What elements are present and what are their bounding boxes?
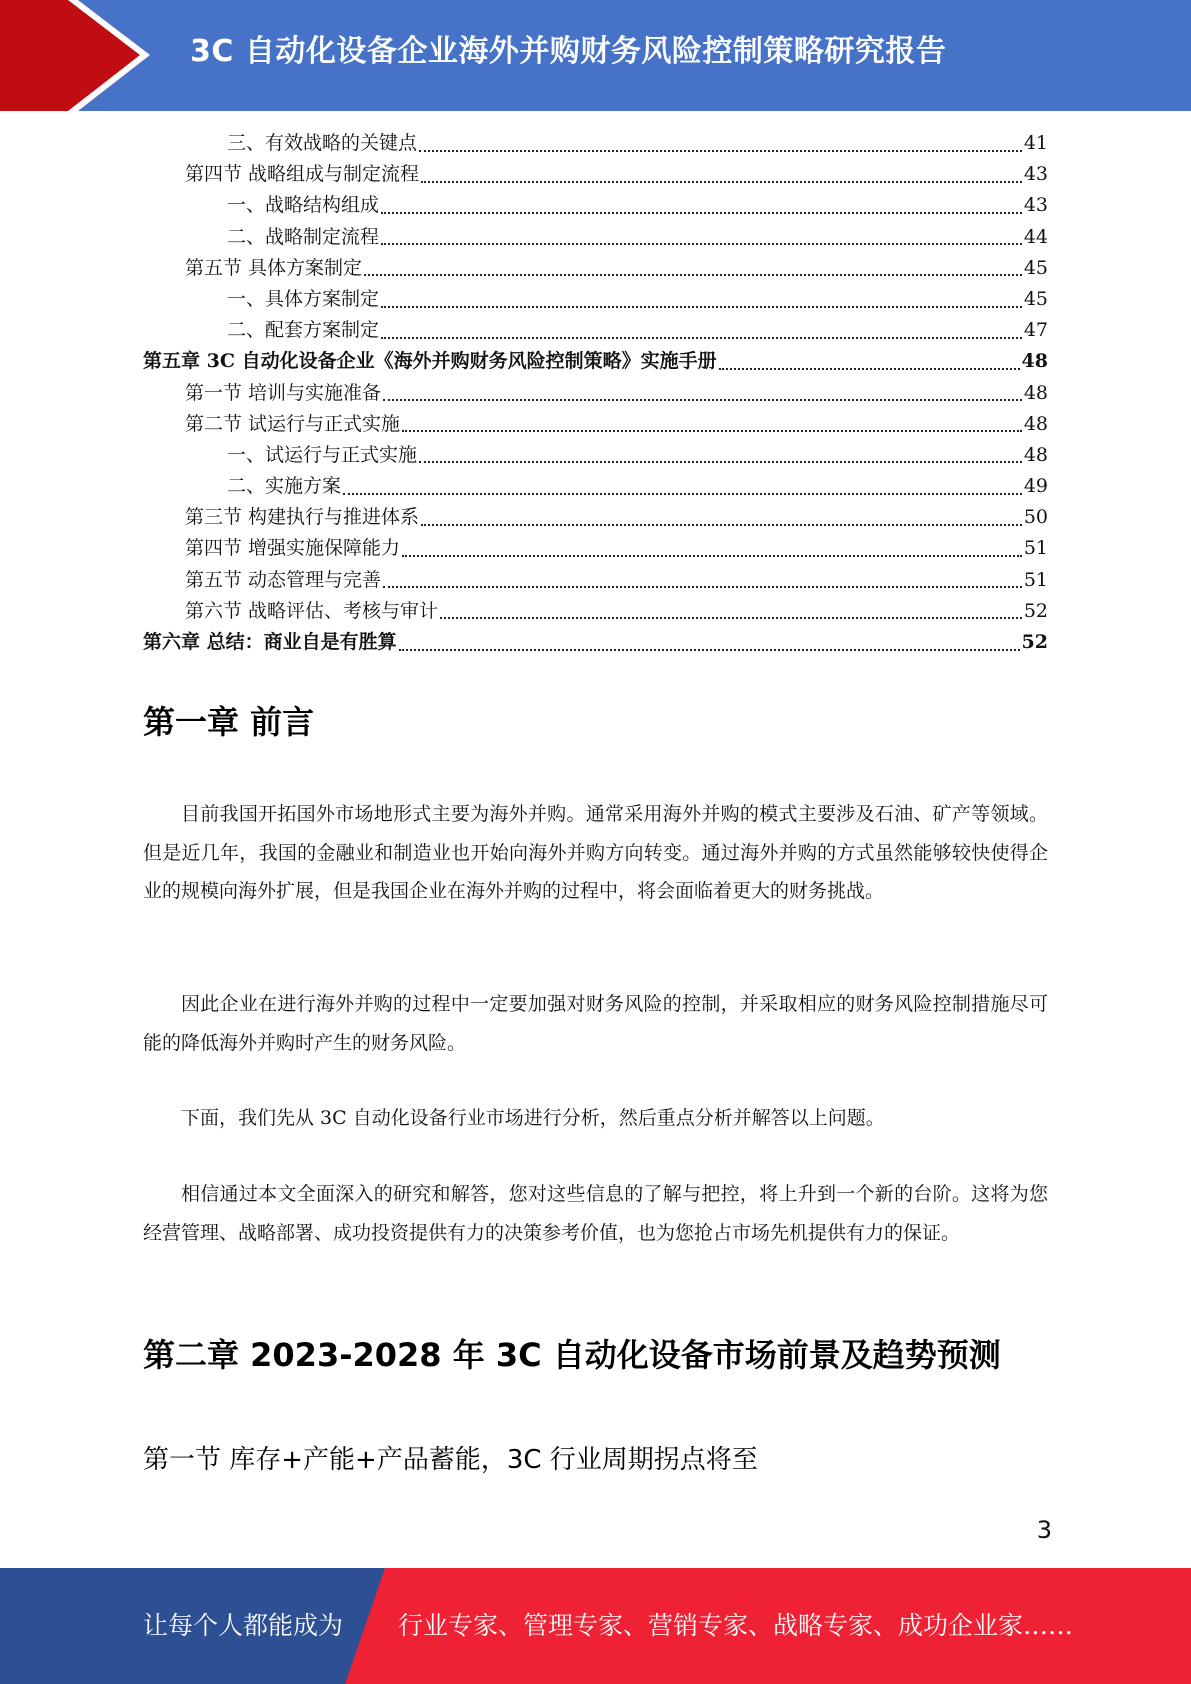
toc-entry[interactable] [143, 253, 1048, 284]
toc-entry-title: 第五节 具体方案制定 [185, 256, 363, 279]
toc-entry-page: 45 [1023, 256, 1048, 279]
toc-entry[interactable] [143, 440, 1048, 471]
toc-entry-page: 44 [1023, 225, 1048, 248]
toc-entry-title: 第四节 战略组成与制定流程 [185, 163, 420, 186]
footer-slogan-left: 让每个人都能成为 [143, 1611, 344, 1640]
toc-dot-leader [402, 430, 1022, 432]
table-of-contents [143, 128, 1048, 658]
chapter-2-heading: 第二章 2023-2028 年 3C 自动化设备市场前景及趋势预测 [143, 1336, 1001, 1374]
toc-entry-page: 48 [1023, 412, 1048, 435]
toc-entry-page: 43 [1023, 194, 1048, 217]
toc-entry-page: 45 [1023, 287, 1048, 310]
toc-entry-page: 50 [1023, 506, 1048, 529]
toc-entry-page: 52 [1021, 631, 1048, 653]
toc-entry-title: 第六章 总结：商业自是有胜算 [143, 631, 397, 653]
toc-dot-leader [381, 212, 1022, 214]
toc-dot-leader [343, 493, 1022, 495]
toc-entry-page: 51 [1023, 568, 1048, 591]
toc-entry[interactable] [143, 159, 1048, 190]
toc-entry-page: 43 [1023, 163, 1048, 186]
toc-entry[interactable] [143, 533, 1048, 564]
footer-slogan-right: 行业专家、管理专家、营销专家、战略专家、成功企业家…… [398, 1611, 1074, 1640]
paragraph-3: 下面，我们先从 3C 自动化设备行业市场进行分析，然后重点分析并解答以上问题。 [181, 1107, 885, 1129]
toc-dot-leader [383, 586, 1022, 588]
toc-entry-title: 一、战略结构组成 [227, 194, 380, 217]
toc-entry-page: 47 [1023, 319, 1048, 342]
toc-dot-leader [402, 555, 1022, 557]
toc-dot-leader [419, 461, 1022, 463]
paragraph-1: 目前我国开拓国外市场地形式主要为海外并购。通常采用海外并购的模式主要涉及石油、矿产等领域。但是近几年，我国的金融业和制造业也开始向海外并购方向转变。通过海外并购的方式虽然能够较快使得企业的规模向海外扩展，但是我国企业在海外并购的过程中，将会面临着更大的财务挑战。 [143, 803, 1048, 902]
toc-entry-title: 第五章 3C 自动化设备企业《海外并购财务风险控制策略》实施手册 [143, 350, 717, 373]
toc-entry-title: 第一节 培训与实施准备 [185, 381, 382, 404]
toc-entry-title: 三、有效战略的关键点 [227, 132, 418, 154]
toc-dot-leader [440, 617, 1022, 619]
toc-entry[interactable] [143, 596, 1048, 627]
toc-entry[interactable] [143, 190, 1048, 221]
toc-entry[interactable] [143, 222, 1048, 253]
toc-entry[interactable] [143, 378, 1048, 409]
toc-entry-title: 二、战略制定流程 [227, 225, 380, 248]
toc-dot-leader [421, 181, 1022, 183]
toc-entry[interactable] [143, 346, 1048, 377]
toc-dot-leader [381, 337, 1022, 339]
toc-entry-page: 52 [1023, 599, 1048, 622]
toc-entry[interactable] [143, 471, 1048, 502]
toc-entry-title: 一、试运行与正式实施 [227, 443, 418, 466]
toc-entry-title: 一、具体方案制定 [227, 287, 380, 310]
toc-dot-leader [381, 243, 1022, 245]
toc-dot-leader [419, 150, 1022, 152]
toc-entry-page: 48 [1023, 381, 1048, 404]
toc-entry[interactable] [143, 315, 1048, 346]
toc-entry-page: 48 [1021, 350, 1048, 373]
toc-entry-title: 第三节 构建执行与推进体系 [185, 506, 420, 529]
toc-entry-page: 51 [1023, 537, 1048, 560]
toc-entry-title: 第五节 动态管理与完善 [185, 568, 382, 591]
toc-entry[interactable] [143, 565, 1048, 596]
toc-entry-page: 49 [1023, 475, 1048, 498]
toc-entry[interactable] [143, 502, 1048, 533]
toc-entry-page: 41 [1023, 132, 1048, 154]
toc-entry[interactable] [143, 128, 1048, 159]
toc-entry[interactable] [143, 627, 1048, 658]
toc-dot-leader [383, 399, 1022, 401]
toc-dot-leader [381, 306, 1022, 308]
toc-entry[interactable] [143, 284, 1048, 315]
toc-entry-title: 二、配套方案制定 [227, 319, 380, 342]
toc-entry-title: 二、实施方案 [227, 475, 342, 498]
toc-dot-leader [364, 274, 1022, 276]
chapter-1-heading: 第一章 前言 [143, 703, 315, 741]
page-header [0, 0, 1191, 111]
paragraph-4: 相信通过本文全面深入的研究和解答，您对这些信息的了解与把控，将上升到一个新的台阶。这将为您经营管理、战略部署、成功投资提供有力的决策参考价值，也为您抢占市场先机提供有力的保证。 [143, 1183, 1048, 1244]
page-number: 3 [1036, 1516, 1052, 1544]
report-title: 3C 自动化设备企业海外并购财务风险控制策略研究报告 [190, 34, 947, 69]
toc-dot-leader [399, 649, 1020, 651]
header-arrow-decoration [0, 0, 150, 111]
section-1-heading: 第一节 库存+产能+产品蓄能，3C 行业周期拐点将至 [143, 1445, 758, 1475]
toc-entry-title: 第四节 增强实施保障能力 [185, 537, 401, 560]
paragraph-2: 因此企业在进行海外并购的过程中一定要加强对财务风险的控制，并采取相应的财务风险控制措施尽可能的降低海外并购时产生的财务风险。 [143, 993, 1048, 1054]
toc-entry[interactable] [143, 409, 1048, 440]
page-footer [0, 1568, 1191, 1684]
toc-dot-leader [421, 524, 1022, 526]
toc-entry-page: 48 [1023, 443, 1048, 466]
toc-dot-leader [719, 368, 1020, 370]
toc-entry-title: 第六节 战略评估、考核与审计 [185, 599, 439, 622]
toc-entry-title: 第二节 试运行与正式实施 [185, 412, 401, 435]
